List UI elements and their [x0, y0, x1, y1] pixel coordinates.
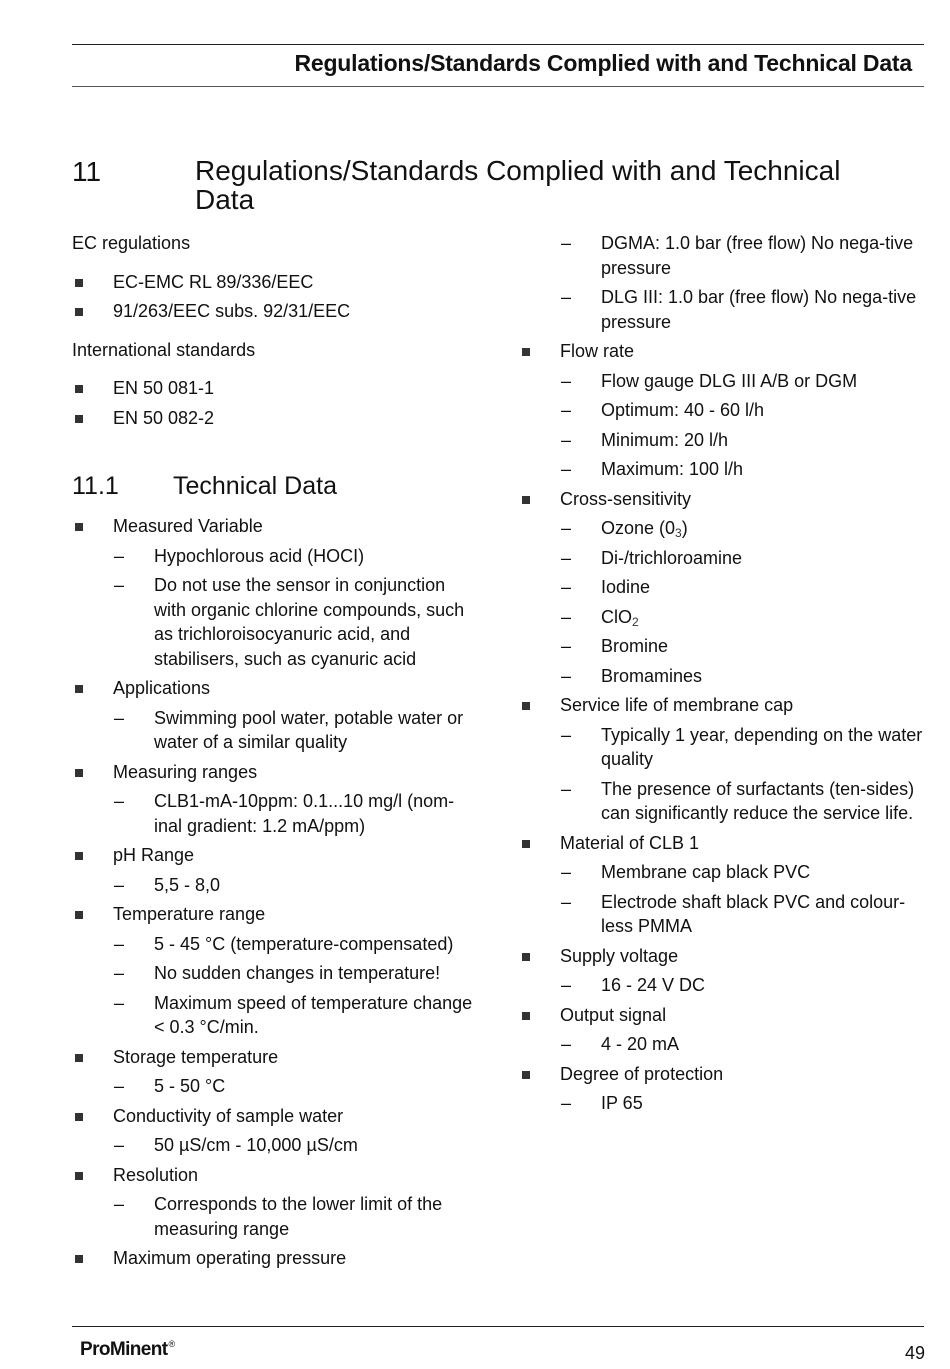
spec-applications: Applications	[72, 676, 482, 701]
page-number: 49	[904, 1343, 925, 1363]
spec-value: – Minimum: 20 l/h	[519, 428, 929, 453]
spec-value: – Optimum: 40 - 60 l/h	[519, 398, 929, 423]
spec-value: – 16 - 24 V DC	[519, 973, 929, 998]
technical-data-left	[72, 514, 482, 1276]
spec-value: – Maximum speed of temperature change < 0.3 °C/min.	[72, 991, 482, 1040]
section-title: Technical Data	[173, 472, 337, 500]
list-item: 91/263/EEC subs. 92/31/EEC	[72, 299, 482, 324]
spec-cross-sensitivity: Cross-sensitivity	[519, 487, 929, 512]
spec-value: – DGMA: 1.0 bar (free flow) No nega-tive pressure	[519, 231, 929, 280]
technical-data-right	[519, 231, 929, 1121]
spec-value: – Do not use the sensor in conjunction with organic chlorine compounds, such as trichloroisocyanuric acid, and stabilisers, such as cyanuric acid	[72, 573, 482, 671]
spec-value: – Flow gauge DLG III A/B or DGM	[519, 369, 929, 394]
spec-value: – Maximum: 100 l/h	[519, 457, 929, 482]
spec-value: – The presence of surfactants (ten-sides) can significantly reduce the service life.	[519, 777, 929, 826]
spec-value: – DLG III: 1.0 bar (free flow) No nega-tive pressure	[519, 285, 929, 334]
spec-value: – IP 65	[519, 1091, 929, 1116]
chapter-number: 11	[72, 156, 102, 187]
list-item: EN 50 081-1	[72, 376, 482, 401]
header-bottom-rule	[72, 86, 924, 87]
spec-degree-of-protection: Degree of protection	[519, 1062, 929, 1087]
spec-value: – No sudden changes in temperature!	[72, 961, 482, 986]
spec-value: – Typically 1 year, depending on the water quality	[519, 723, 929, 772]
spec-value-ozone: – Ozone $(0_3)$	[519, 516, 929, 541]
spec-value: – 50 µS/cm - 10,000 µS/cm	[72, 1133, 482, 1158]
international-standards-label: International standards	[72, 339, 256, 360]
spec-temperature-range: Temperature range	[72, 902, 482, 927]
list-item: EC-EMC RL 89/336/EEC	[72, 270, 482, 295]
section-number: 11.1	[72, 472, 119, 500]
spec-max-operating-pressure: Maximum operating pressure	[72, 1246, 482, 1271]
spec-value: – 4 - 20 mA	[519, 1032, 929, 1057]
regulations-block	[72, 231, 482, 435]
running-header: Regulations/Standards Complied with and Technical Data	[294, 50, 912, 76]
spec-storage-temperature: Storage temperature	[72, 1045, 482, 1070]
spec-measuring-ranges: Measuring ranges	[72, 760, 482, 785]
spec-conductivity: Conductivity of sample water	[72, 1104, 482, 1129]
spec-service-life: Service life of membrane cap	[519, 693, 929, 718]
spec-value-clo2: – ClO$_2$	[519, 605, 929, 630]
header-top-rule	[72, 44, 924, 45]
ec-regulations-label: EC regulations	[72, 233, 191, 253]
spec-value: – Di-/trichloroamine	[519, 546, 929, 571]
footer-rule	[72, 1326, 924, 1327]
spec-ph-range: pH Range	[72, 843, 482, 868]
spec-material: Material of CLB 1	[519, 831, 929, 856]
list-item: EN 50 082-2	[72, 406, 482, 431]
spec-value: – Bromamines	[519, 664, 929, 689]
spec-value: – 5 - 50 °C	[72, 1074, 482, 1099]
spec-value: – Membrane cap black PVC	[519, 860, 929, 885]
spec-supply-voltage: Supply voltage	[519, 944, 929, 969]
spec-flow-rate: Flow rate	[519, 339, 929, 364]
spec-value: – Bromine	[519, 634, 929, 659]
spec-resolution: Resolution	[72, 1163, 482, 1188]
spec-value: – Electrode shaft black PVC and colour-less PMMA	[519, 890, 929, 939]
spec-output-signal: Output signal	[519, 1003, 929, 1028]
spec-value: – Hypochlorous acid (HOCI)	[72, 544, 482, 569]
spec-value: – Corresponds to the lower limit of the measuring range	[72, 1192, 482, 1241]
chapter-title: Regulations/Standards Complied with and Technical Data	[195, 155, 841, 215]
spec-value: – 5 - 45 °C (temperature-compensated)	[72, 932, 482, 957]
spec-value: – Iodine	[519, 575, 929, 600]
prominent-logo: ProMinent®	[80, 1339, 175, 1360]
spec-measured-variable: Measured Variable	[72, 514, 482, 539]
spec-value: – 5,5 - 8,0	[72, 873, 482, 898]
spec-value: – Swimming pool water, potable water or water of a similar quality	[72, 706, 482, 755]
spec-value: – CLB1-mA-10ppm: 0.1...10 mg/l (nom-inal gradient: 1.2 mA/ppm)	[72, 789, 482, 838]
